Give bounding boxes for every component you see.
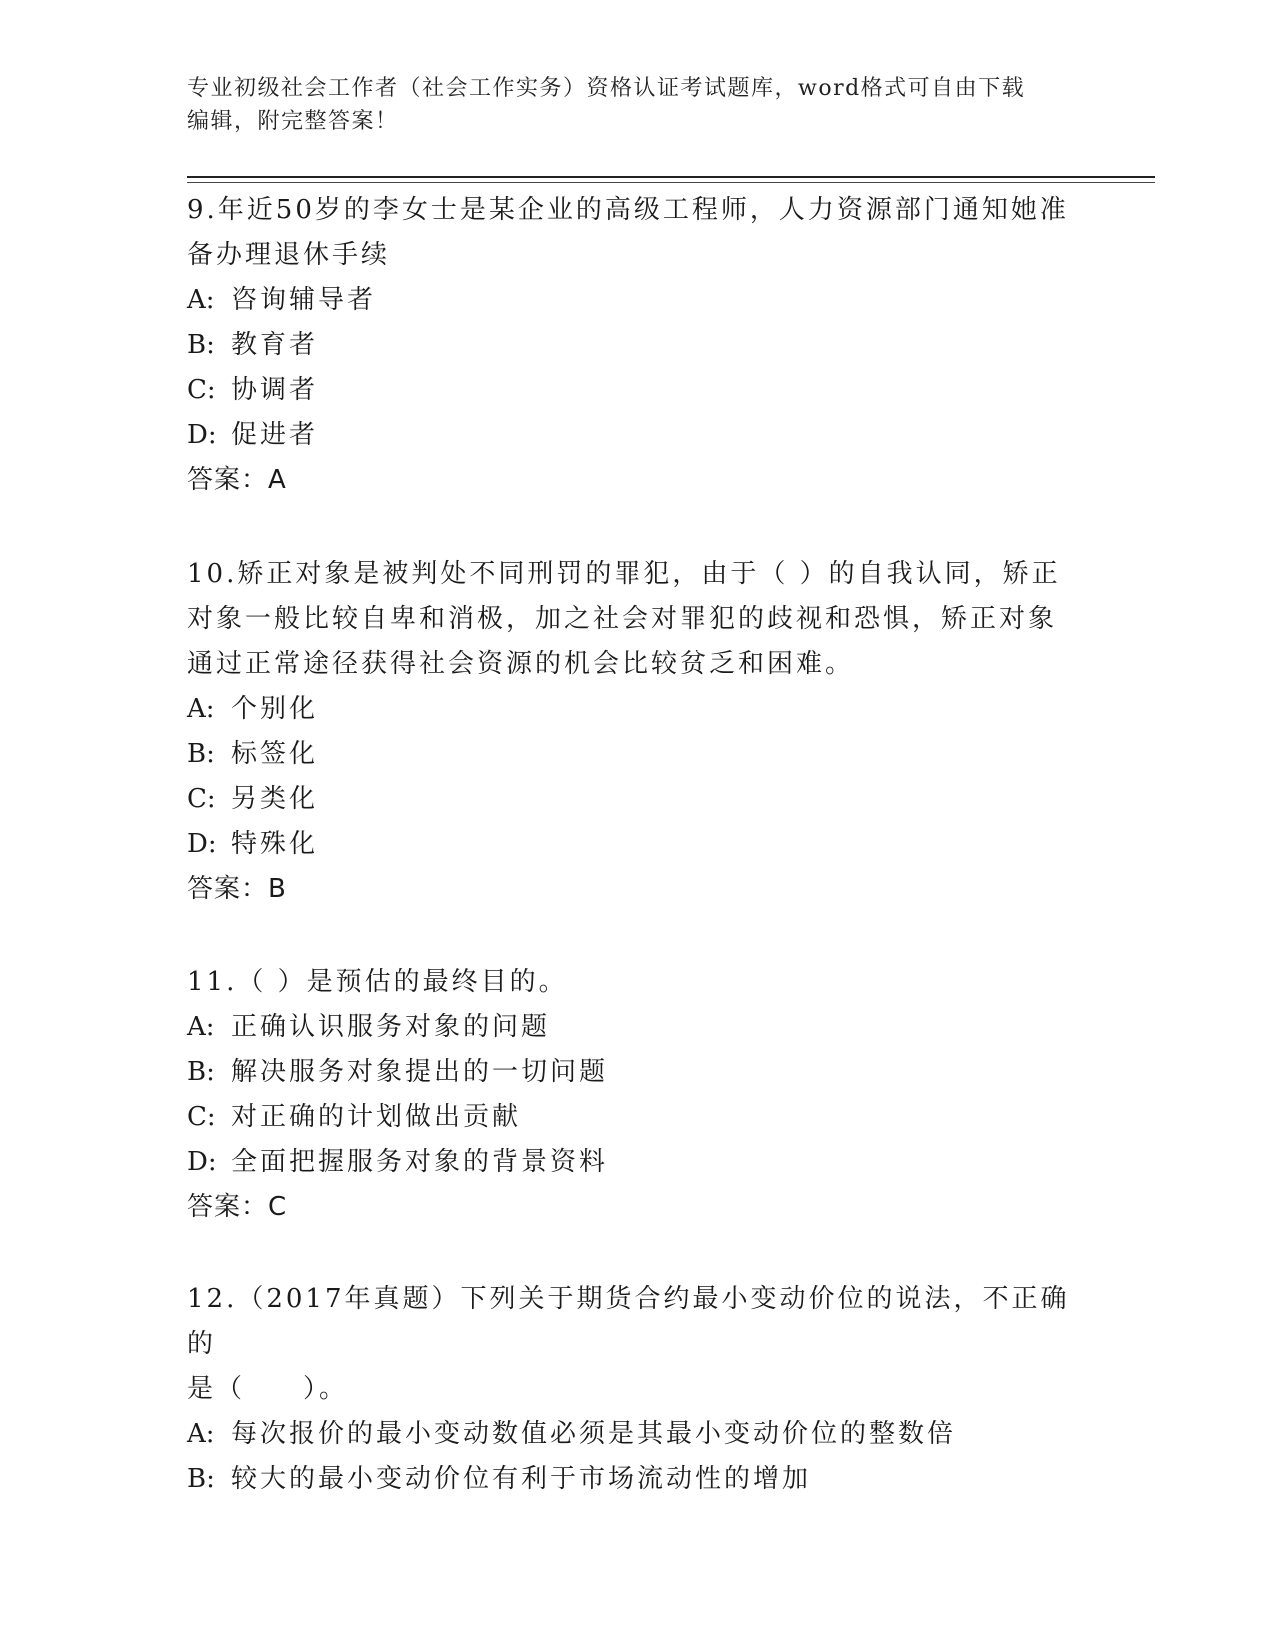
option-text: 标签化 — [231, 739, 319, 769]
option-b — [187, 1050, 1087, 1095]
question-stem-line: 12.（2017年真题）下列关于期货合约最小变动价位的说法，不正确的 — [187, 1284, 1070, 1359]
option-c — [187, 368, 1087, 413]
option-d — [187, 1140, 1087, 1185]
option-letter: A: — [187, 1012, 215, 1042]
question-12 — [187, 1277, 1087, 1502]
option-b — [187, 1457, 1087, 1502]
question-9 — [187, 188, 1087, 503]
question-11 — [187, 960, 1087, 1230]
option-a — [187, 278, 1087, 323]
option-letter: A: — [187, 1419, 215, 1449]
option-text: 个别化 — [231, 694, 319, 724]
option-text: 每次报价的最小变动数值必须是其最小变动价位的整数倍 — [231, 1419, 957, 1449]
option-letter: B: — [187, 1464, 215, 1494]
option-letter: D: — [187, 829, 217, 859]
option-letter: C: — [187, 375, 216, 405]
option-c — [187, 777, 1087, 822]
answer-line: 答案：C — [187, 1192, 288, 1222]
option-c — [187, 1095, 1087, 1140]
option-text: 正确认识服务对象的问题 — [231, 1012, 551, 1042]
option-a — [187, 1005, 1087, 1050]
option-letter: D: — [187, 1147, 217, 1177]
question-stem-line: 9.年近50岁的李女士是某企业的高级工程师，人力资源部门通知她准 — [187, 195, 1069, 225]
option-text: 特殊化 — [231, 829, 319, 859]
option-letter: C: — [187, 784, 216, 814]
option-letter: C: — [187, 1102, 216, 1132]
question-10 — [187, 552, 1087, 912]
option-text: 解决服务对象提出的一切问题 — [231, 1057, 609, 1087]
option-text: 另类化 — [231, 784, 319, 814]
question-stem-line: 备办理退休手续 — [187, 240, 391, 270]
option-text: 咨询辅导者 — [231, 285, 377, 315]
option-a — [187, 687, 1087, 732]
header-divider-thick — [187, 176, 1155, 178]
question-stem-line: 通过正常途径获得社会资源的机会比较贫乏和困难。 — [187, 649, 855, 679]
option-letter: B: — [187, 739, 215, 769]
option-letter: D: — [187, 420, 217, 450]
option-letter: B: — [187, 1057, 215, 1087]
option-d — [187, 413, 1087, 458]
option-text: 促进者 — [231, 420, 319, 450]
question-stem-line: 11.（ ）是预估的最终目的。 — [187, 967, 568, 997]
answer-line: 答案：A — [187, 465, 287, 495]
answer-line: 答案：B — [187, 874, 287, 904]
option-text: 协调者 — [231, 375, 319, 405]
header-title-line-1: 专业初级社会工作者（社会工作实务）资格认证考试题库，word格式可自由下载 — [187, 76, 1026, 101]
option-b — [187, 732, 1087, 777]
header-title-line-2: 编辑，附完整答案！ — [187, 109, 399, 134]
question-stem-line: 是（ ）。 — [187, 1374, 349, 1404]
option-d — [187, 822, 1087, 867]
question-stem-line: 对象一般比较自卑和消极，加之社会对罪犯的歧视和恐惧，矫正对象 — [187, 604, 1058, 634]
option-b — [187, 323, 1087, 368]
document-header — [187, 72, 1067, 138]
option-letter: A: — [187, 694, 215, 724]
option-letter: A: — [187, 285, 215, 315]
option-text: 对正确的计划做出贡献 — [231, 1102, 522, 1132]
question-stem-line: 10.矫正对象是被判处不同刑罚的罪犯，由于（ ）的自我认同，矫正 — [187, 559, 1061, 589]
option-text: 全面把握服务对象的背景资料 — [231, 1147, 609, 1177]
option-text: 较大的最小变动价位有利于市场流动性的增加 — [231, 1464, 812, 1494]
header-divider-thin — [187, 182, 1155, 183]
option-text: 教育者 — [231, 330, 319, 360]
option-a — [187, 1412, 1087, 1457]
option-letter: B: — [187, 330, 215, 360]
